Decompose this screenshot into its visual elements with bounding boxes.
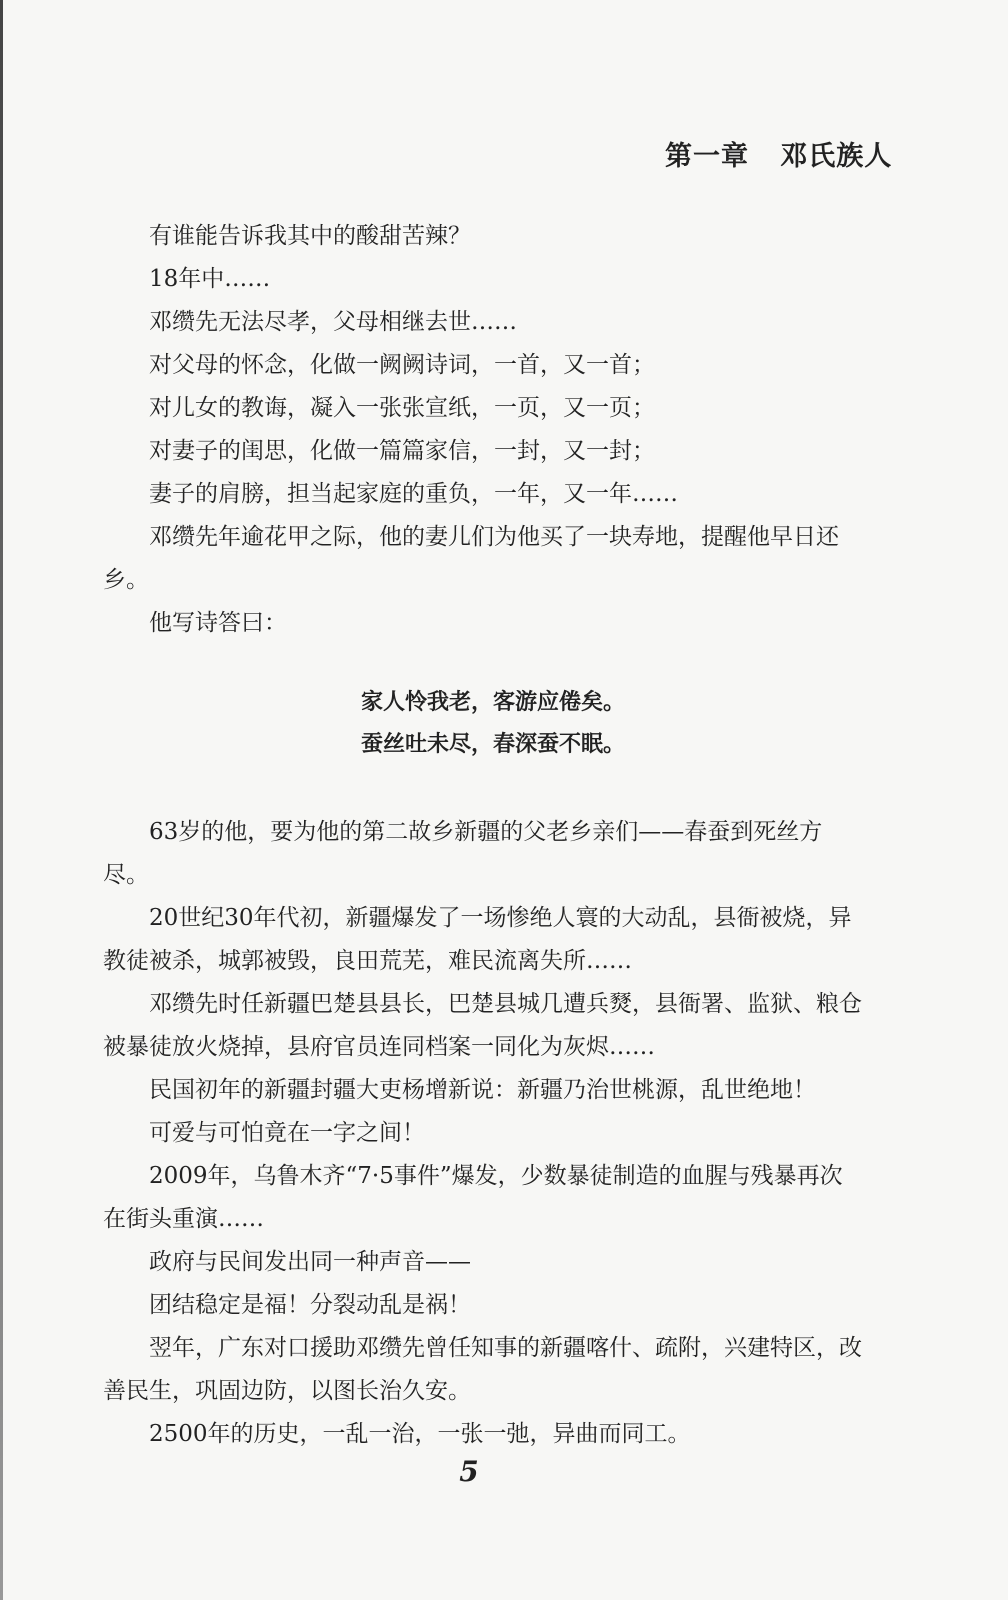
paragraph: 邓缵先年逾花甲之际，他的妻儿们为他买了一块寿地，提醒他早日还乡。 (103, 524, 839, 593)
paragraph: 民国初年的新疆封疆大吏杨增新说：新疆乃治世桃源，乱世绝地！ (149, 1077, 816, 1103)
paragraph: 20世纪30年代初，新疆爆发了一场惨绝人寰的大动乱，县衙被烧，异教徒被杀，城郭被毁，良田荒芜，难民流离失所…… (103, 905, 852, 974)
paragraph: 18年中…… (149, 266, 271, 292)
poem (103, 681, 863, 765)
paragraph: 2500年的历史，一乱一治，一张一弛，异曲而同工。 (149, 1421, 691, 1447)
paragraph: 对父母的怀念，化做一阙阙诗词，一首，又一首； (149, 352, 655, 378)
paragraph: 团结稳定是福！分裂动乱是祸！ (149, 1292, 471, 1318)
paragraph: 63岁的他，要为他的第二故乡新疆的父老乡亲们——春蚕到死丝方尽。 (103, 819, 823, 888)
paragraph: 邓缵先时任新疆巴楚县县长，巴楚县城几遭兵燹，县衙署、监狱、粮仓被暴徒放火烧掉，县府官员连同档案一同化为灰烬…… (103, 991, 862, 1060)
page-number: 5 (459, 1455, 479, 1488)
paragraph: 有谁能告诉我其中的酸甜苦辣？ (149, 223, 471, 249)
paragraph: 2009年，乌鲁木齐“7·5事件”爆发，少数暴徒制造的血腥与残暴再次在街头重演…… (103, 1163, 843, 1232)
poem-line: 家人怜我老，客游应倦矣。 (360, 689, 625, 715)
paragraph: 妻子的肩膀，担当起家庭的重负，一年，又一年…… (149, 481, 678, 507)
paragraph: 对妻子的闺思，化做一篇篇家信，一封，又一封； (149, 438, 655, 464)
chapter-title: 邓氏族人 (780, 141, 893, 172)
paragraph: 可爱与可怕竟在一字之间！ (149, 1120, 425, 1146)
paragraph: 邓缵先无法尽孝，父母相继去世…… (149, 309, 517, 335)
paragraph: 政府与民间发出同一种声音—— (149, 1249, 471, 1275)
paragraph: 他写诗答曰： (149, 610, 287, 636)
body-text (103, 215, 863, 1456)
page-edge-shadow (0, 0, 3, 1600)
chapter-header (665, 134, 893, 173)
poem-line: 蚕丝吐未尽，春深蚕不眠。 (360, 731, 625, 757)
paragraph: 对儿女的教诲，凝入一张张宣纸，一页，又一页； (149, 395, 655, 421)
chapter-number: 第一章 (665, 141, 749, 172)
paragraph: 翌年，广东对口援助邓缵先曾任知事的新疆喀什、疏附，兴建特区，改善民生，巩固边防，以图长治久安。 (103, 1335, 862, 1404)
